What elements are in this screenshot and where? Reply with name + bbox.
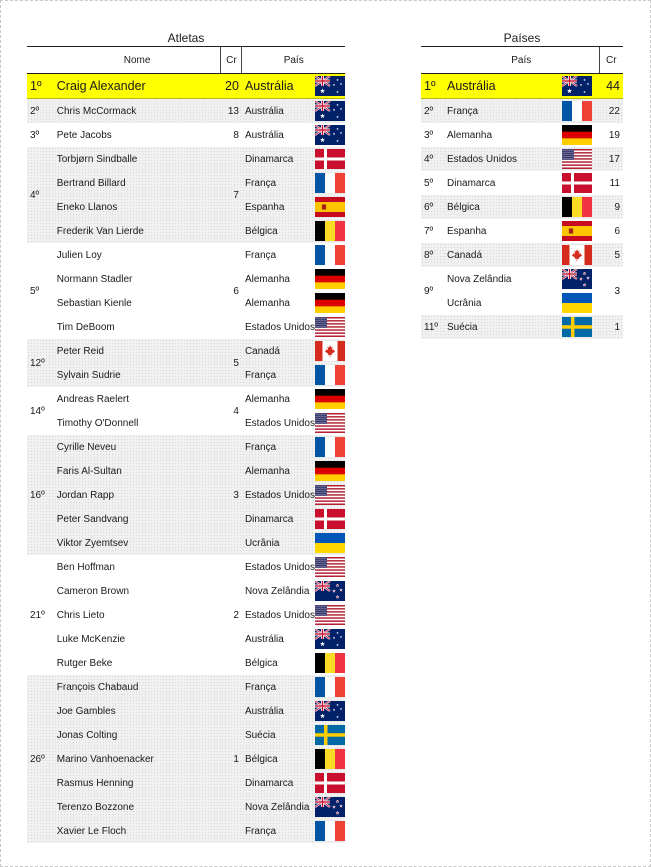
athlete-row: [27, 195, 345, 219]
athlete-country: Austrália: [242, 627, 315, 651]
athlete-rank: 26º: [27, 675, 54, 843]
athlete-crowns: 8: [221, 123, 242, 147]
usa-flag-icon: [315, 485, 345, 505]
athlete-row: [27, 99, 345, 124]
flag-cell: [555, 267, 599, 291]
athlete-name: Bertrand Billard: [54, 171, 221, 195]
athlete-row: [27, 411, 345, 435]
flag-cell: [315, 363, 345, 387]
flag-cell: [315, 627, 345, 651]
athlete-row: [27, 795, 345, 819]
athletes-panel: [27, 26, 345, 843]
athlete-name: Normann Stadler: [54, 267, 221, 291]
athlete-country: Austrália: [242, 74, 315, 99]
can-flag-icon: [562, 245, 592, 265]
flag-cell: [555, 315, 599, 339]
athlete-name: Xavier Le Floch: [54, 819, 221, 843]
flag-cell: [555, 219, 599, 243]
athlete-crowns: 1: [221, 675, 242, 843]
flag-cell: [315, 74, 345, 99]
ger-flag-icon: [315, 293, 345, 313]
athlete-name: Pete Jacobs: [54, 123, 221, 147]
athlete-country: Alemanha: [242, 459, 315, 483]
country-crowns: 11: [599, 171, 623, 195]
athlete-row: [27, 435, 345, 459]
athlete-name: Viktor Zyemtsev: [54, 531, 221, 555]
athlete-row: [27, 771, 345, 795]
usa-flag-icon: [562, 149, 592, 169]
country-row: [421, 74, 623, 99]
country-row: [421, 291, 623, 315]
athlete-rank: 1º: [27, 74, 54, 99]
athlete-name: Luke McKenzie: [54, 627, 221, 651]
den-flag-icon: [315, 509, 345, 529]
nzl-flag-icon: [315, 581, 345, 601]
athlete-name: Rasmus Henning: [54, 771, 221, 795]
athlete-row: [27, 387, 345, 411]
bel-flag-icon: [315, 653, 345, 673]
flag-cell: [555, 195, 599, 219]
athlete-country: Bélgica: [242, 651, 315, 675]
athlete-name: Craig Alexander: [54, 74, 221, 99]
countries-header-cr: Cr: [599, 47, 623, 74]
flag-cell: [555, 243, 599, 267]
den-flag-icon: [315, 149, 345, 169]
athlete-name: Timothy O'Donnell: [54, 411, 221, 435]
flag-cell: [315, 171, 345, 195]
flag-cell: [315, 699, 345, 723]
country-row: [421, 243, 623, 267]
country-name: Nova Zelândia: [444, 267, 555, 291]
country-rank: 2º: [421, 99, 444, 124]
country-name: Dinamarca: [444, 171, 555, 195]
athlete-row: [27, 315, 345, 339]
country-name: Estados Unidos: [444, 147, 555, 171]
fra-flag-icon: [315, 437, 345, 457]
flag-cell: [315, 747, 345, 771]
athlete-name: Rutger Beke: [54, 651, 221, 675]
usa-flag-icon: [315, 557, 345, 577]
athlete-name: Frederik Van Lierde: [54, 219, 221, 243]
fra-flag-icon: [315, 245, 345, 265]
athlete-country: Bélgica: [242, 219, 315, 243]
country-row: [421, 267, 623, 291]
athlete-crowns: 2: [221, 555, 242, 675]
athlete-name: Marino Vanhoenacker: [54, 747, 221, 771]
country-crowns: 1: [599, 315, 623, 339]
athlete-country: Nova Zelândia: [242, 579, 315, 603]
ger-flag-icon: [315, 269, 345, 289]
athlete-country: Estados Unidos: [242, 411, 315, 435]
flag-cell: [315, 483, 345, 507]
flag-cell: [315, 339, 345, 363]
athlete-country: Suécia: [242, 723, 315, 747]
athlete-rank: 4º: [27, 147, 54, 243]
flag-cell: [315, 147, 345, 171]
athlete-row: [27, 74, 345, 99]
flag-cell: [315, 723, 345, 747]
flag-cell: [315, 579, 345, 603]
athlete-row: [27, 123, 345, 147]
can-flag-icon: [315, 341, 345, 361]
country-crowns: 9: [599, 195, 623, 219]
athlete-name: Cameron Brown: [54, 579, 221, 603]
athlete-rank: 21º: [27, 555, 54, 675]
athlete-name: Chris Lieto: [54, 603, 221, 627]
flag-cell: [315, 795, 345, 819]
flag-cell: [315, 99, 345, 124]
country-rank: 7º: [421, 219, 444, 243]
athlete-row: [27, 579, 345, 603]
country-name: França: [444, 99, 555, 124]
flag-cell: [315, 315, 345, 339]
flag-cell: [555, 171, 599, 195]
athlete-country: Estados Unidos: [242, 603, 315, 627]
athlete-country: França: [242, 363, 315, 387]
fra-flag-icon: [315, 173, 345, 193]
country-name: Austrália: [444, 74, 555, 99]
athlete-country: Estados Unidos: [242, 315, 315, 339]
athlete-name: Chris McCormack: [54, 99, 221, 124]
athlete-rank: 5º: [27, 243, 54, 339]
country-row: [421, 219, 623, 243]
athlete-country: França: [242, 675, 315, 699]
athlete-crowns: 6: [221, 243, 242, 339]
athlete-name: Tim DeBoom: [54, 315, 221, 339]
country-crowns: 3: [599, 267, 623, 315]
aus-flag-icon: [315, 701, 345, 721]
ger-flag-icon: [315, 389, 345, 409]
athletes-header-country: País: [242, 47, 345, 74]
country-rank: 1º: [421, 74, 444, 99]
athlete-country: Estados Unidos: [242, 483, 315, 507]
flag-cell: [315, 387, 345, 411]
athlete-row: [27, 459, 345, 483]
flag-cell: [315, 267, 345, 291]
athlete-country: Ucrânia: [242, 531, 315, 555]
athlete-country: Alemanha: [242, 387, 315, 411]
athletes-header-row: [27, 47, 345, 74]
athlete-name: Jonas Colting: [54, 723, 221, 747]
athlete-name: Sylvain Sudrie: [54, 363, 221, 387]
athlete-row: [27, 147, 345, 171]
country-rank: 9º: [421, 267, 444, 315]
fra-flag-icon: [562, 101, 592, 121]
athlete-row: [27, 219, 345, 243]
athlete-row: [27, 171, 345, 195]
athlete-name: Joe Gambles: [54, 699, 221, 723]
country-crowns: 6: [599, 219, 623, 243]
athlete-name: Faris Al-Sultan: [54, 459, 221, 483]
flag-cell: [555, 74, 599, 99]
nzl-flag-icon: [562, 269, 592, 289]
bel-flag-icon: [315, 221, 345, 241]
athlete-rank: 2º: [27, 99, 54, 124]
athlete-name: Julien Loy: [54, 243, 221, 267]
athlete-row: [27, 267, 345, 291]
athlete-row: [27, 291, 345, 315]
country-row: [421, 123, 623, 147]
countries-table: [421, 46, 623, 339]
athlete-row: [27, 819, 345, 843]
usa-flag-icon: [315, 413, 345, 433]
athlete-country: Dinamarca: [242, 507, 315, 531]
flag-cell: [315, 819, 345, 843]
athlete-rank: 3º: [27, 123, 54, 147]
flag-cell: [315, 435, 345, 459]
athlete-crowns: 5: [221, 339, 242, 387]
flag-cell: [555, 147, 599, 171]
country-rank: 5º: [421, 171, 444, 195]
usa-flag-icon: [315, 605, 345, 625]
athlete-country: Alemanha: [242, 291, 315, 315]
athlete-row: [27, 507, 345, 531]
athletes-header-cr: Cr: [221, 47, 242, 74]
country-crowns: 17: [599, 147, 623, 171]
flag-cell: [315, 771, 345, 795]
aus-flag-icon: [562, 76, 592, 96]
country-name: Suécia: [444, 315, 555, 339]
athletes-header-name: Nome: [54, 47, 221, 74]
fra-flag-icon: [315, 677, 345, 697]
countries-header-pos: [421, 47, 444, 74]
athletes-title: Atletas: [167, 31, 205, 45]
aus-flag-icon: [315, 76, 345, 96]
flag-cell: [315, 603, 345, 627]
flag-cell: [315, 123, 345, 147]
athlete-country: Nova Zelândia: [242, 795, 315, 819]
swe-flag-icon: [562, 317, 592, 337]
ukr-flag-icon: [562, 293, 592, 313]
country-row: [421, 147, 623, 171]
athlete-country: França: [242, 435, 315, 459]
flag-cell: [315, 459, 345, 483]
athlete-row: [27, 603, 345, 627]
athlete-row: [27, 747, 345, 771]
country-rank: 8º: [421, 243, 444, 267]
fra-flag-icon: [315, 821, 345, 841]
esp-flag-icon: [315, 197, 345, 217]
athlete-rank: 12º: [27, 339, 54, 387]
flag-cell: [315, 219, 345, 243]
athlete-name: Sebastian Kienle: [54, 291, 221, 315]
country-row: [421, 99, 623, 124]
athlete-country: Espanha: [242, 195, 315, 219]
athlete-crowns: 13: [221, 99, 242, 124]
country-name: Ucrânia: [444, 291, 555, 315]
athlete-country: Dinamarca: [242, 771, 315, 795]
athlete-country: França: [242, 819, 315, 843]
athlete-rank: 16º: [27, 435, 54, 555]
aus-flag-icon: [315, 629, 345, 649]
athlete-name: Jordan Rapp: [54, 483, 221, 507]
country-rank: 6º: [421, 195, 444, 219]
country-crowns: 19: [599, 123, 623, 147]
athlete-name: Terenzo Bozzone: [54, 795, 221, 819]
flag-cell: [315, 651, 345, 675]
aus-flag-icon: [315, 101, 345, 121]
flag-cell: [315, 507, 345, 531]
athlete-country: Estados Unidos: [242, 555, 315, 579]
country-name: Canadá: [444, 243, 555, 267]
athlete-name: Andreas Raelert: [54, 387, 221, 411]
athlete-crowns: 3: [221, 435, 242, 555]
flag-cell: [315, 243, 345, 267]
athlete-country: Alemanha: [242, 267, 315, 291]
country-row: [421, 315, 623, 339]
countries-header-row: [421, 47, 623, 74]
country-name: Alemanha: [444, 123, 555, 147]
nzl-flag-icon: [315, 797, 345, 817]
country-rank: 3º: [421, 123, 444, 147]
athlete-crowns: 7: [221, 147, 242, 243]
athlete-name: Peter Sandvang: [54, 507, 221, 531]
athlete-country: França: [242, 171, 315, 195]
athlete-row: [27, 483, 345, 507]
athlete-row: [27, 339, 345, 363]
den-flag-icon: [315, 773, 345, 793]
countries-panel: [421, 26, 623, 339]
athlete-country: Bélgica: [242, 747, 315, 771]
athlete-row: [27, 675, 345, 699]
flag-cell: [555, 123, 599, 147]
ger-flag-icon: [315, 461, 345, 481]
athlete-row: [27, 531, 345, 555]
bel-flag-icon: [315, 749, 345, 769]
countries-body: [421, 74, 623, 340]
swe-flag-icon: [315, 725, 345, 745]
esp-flag-icon: [562, 221, 592, 241]
athlete-name: Cyrille Neveu: [54, 435, 221, 459]
athlete-country: Austrália: [242, 99, 315, 124]
aus-flag-icon: [315, 125, 345, 145]
athlete-row: [27, 363, 345, 387]
flag-cell: [315, 291, 345, 315]
athlete-crowns: 20: [221, 74, 242, 99]
athletes-header-pos: [27, 47, 54, 74]
countries-title: Países: [503, 31, 541, 45]
flag-cell: [315, 195, 345, 219]
athlete-row: [27, 555, 345, 579]
athlete-name: Eneko Llanos: [54, 195, 221, 219]
country-row: [421, 195, 623, 219]
flag-cell: [315, 531, 345, 555]
athlete-rank: 14º: [27, 387, 54, 435]
ger-flag-icon: [562, 125, 592, 145]
ukr-flag-icon: [315, 533, 345, 553]
country-crowns: 5: [599, 243, 623, 267]
athlete-country: Canadá: [242, 339, 315, 363]
athlete-name: François Chabaud: [54, 675, 221, 699]
usa-flag-icon: [315, 317, 345, 337]
country-rank: 4º: [421, 147, 444, 171]
athlete-country: Austrália: [242, 699, 315, 723]
country-name: Espanha: [444, 219, 555, 243]
athlete-row: [27, 699, 345, 723]
athlete-country: França: [242, 243, 315, 267]
country-name: Bélgica: [444, 195, 555, 219]
athletes-table: [27, 46, 345, 843]
athletes-body: [27, 74, 345, 844]
country-crowns: 44: [599, 74, 623, 99]
countries-header-country: País: [444, 47, 599, 74]
flag-cell: [315, 675, 345, 699]
country-rank: 11º: [421, 315, 444, 339]
bel-flag-icon: [562, 197, 592, 217]
athlete-country: Dinamarca: [242, 147, 315, 171]
athlete-country: Austrália: [242, 123, 315, 147]
athlete-name: Ben Hoffman: [54, 555, 221, 579]
fra-flag-icon: [315, 365, 345, 385]
athlete-row: [27, 627, 345, 651]
athlete-row: [27, 243, 345, 267]
athlete-row: [27, 723, 345, 747]
athlete-name: Torbjørn Sindballe: [54, 147, 221, 171]
athlete-name: Peter Reid: [54, 339, 221, 363]
den-flag-icon: [562, 173, 592, 193]
flag-cell: [315, 411, 345, 435]
country-row: [421, 171, 623, 195]
flag-cell: [315, 555, 345, 579]
flag-cell: [555, 291, 599, 315]
athlete-row: [27, 651, 345, 675]
athlete-crowns: 4: [221, 387, 242, 435]
flag-cell: [555, 99, 599, 124]
country-crowns: 22: [599, 99, 623, 124]
